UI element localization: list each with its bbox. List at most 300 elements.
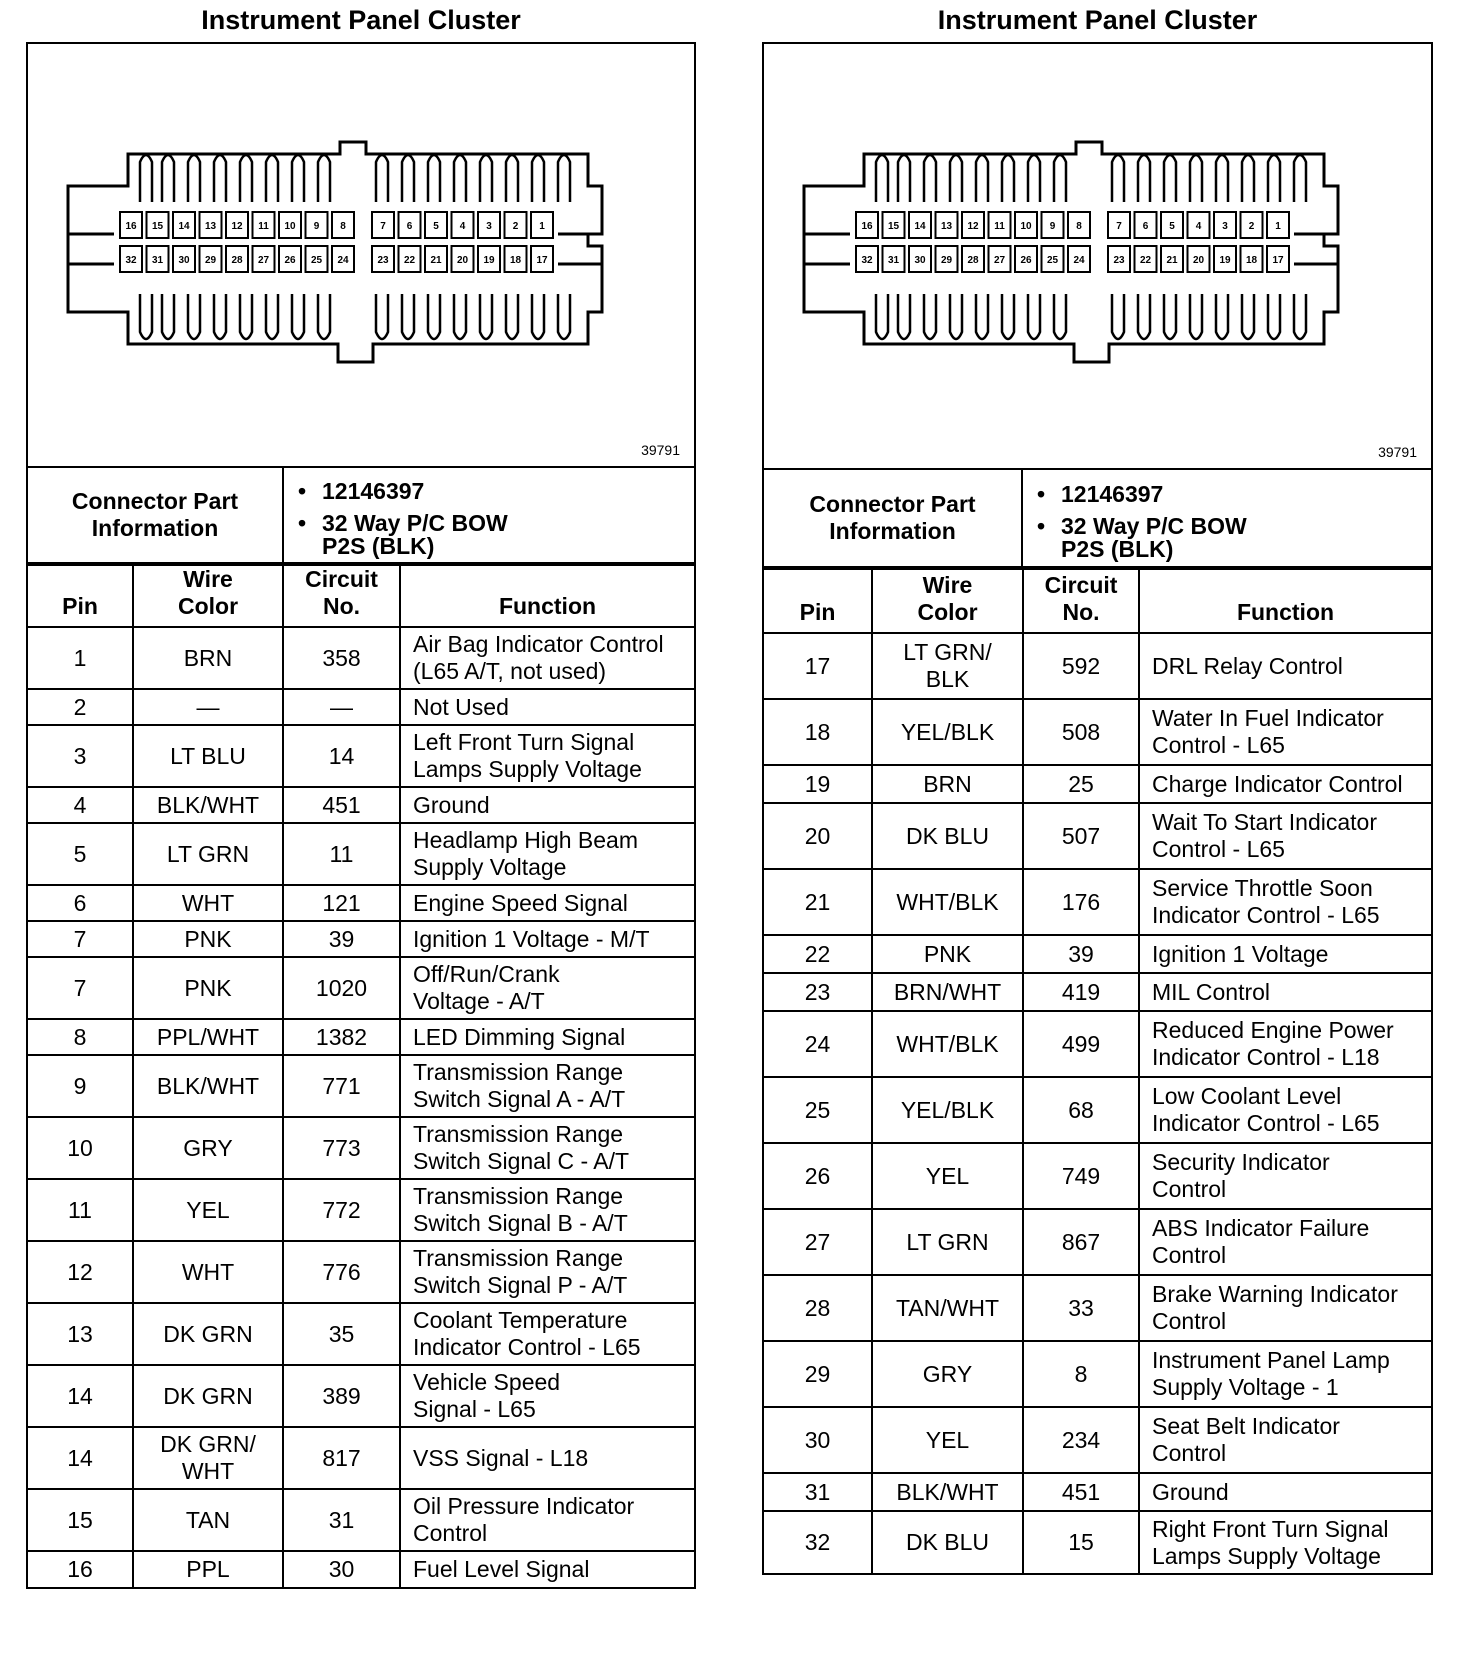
pin-row xyxy=(28,787,694,823)
wire-color-cell: PPL xyxy=(133,1551,283,1587)
wire-color-cell: YEL/BLK xyxy=(872,1077,1023,1143)
circuit-cell: 33 xyxy=(1023,1275,1139,1341)
pin-number-label: 25 xyxy=(310,255,323,266)
connector-fin xyxy=(376,294,388,339)
wire-color-cell: PNK xyxy=(133,921,283,957)
pin-cell: 9 xyxy=(28,1055,133,1117)
wire-color-cell: BRN/WHT xyxy=(872,973,1023,1011)
circuit-cell: 176 xyxy=(1023,869,1139,935)
header-wire-color: Wire Color xyxy=(872,569,1023,633)
pin-number-label: 24 xyxy=(1073,255,1085,266)
connector-part-label: Connector Part Information xyxy=(28,467,283,563)
function-cell: Engine Speed Signal xyxy=(400,885,694,921)
pin-number-label: 19 xyxy=(1219,255,1231,266)
pin-table-header xyxy=(764,569,1431,633)
function-cell: Right Front Turn Signal Lamps Supply Voltage xyxy=(1139,1511,1431,1573)
connector-fin xyxy=(428,155,440,202)
function-cell: Transmission Range Switch Signal B - A/T xyxy=(400,1179,694,1241)
bullet-icon: • xyxy=(1037,513,1046,539)
circuit-cell: 15 xyxy=(1023,1511,1139,1573)
connector-fin xyxy=(1190,294,1202,339)
pin-row xyxy=(28,627,694,689)
pin-number-label: 5 xyxy=(1169,221,1175,232)
pin-row xyxy=(28,1241,694,1303)
pin-cell: 26 xyxy=(764,1143,872,1209)
pin-cell: 30 xyxy=(764,1407,872,1473)
pin-row xyxy=(764,869,1431,935)
pin-row xyxy=(764,1209,1431,1275)
bullet-icon: • xyxy=(298,510,307,536)
pin-number-label: 32 xyxy=(125,255,137,266)
latch-right xyxy=(558,234,602,264)
pin-cell: 7 xyxy=(28,921,133,957)
connector-fin xyxy=(188,294,200,339)
pin-number-label: 17 xyxy=(1272,255,1284,266)
connector-face-drawing xyxy=(28,44,694,466)
circuit-cell: 817 xyxy=(283,1427,400,1489)
connector-panel-right xyxy=(762,0,1433,1575)
wire-color-cell: WHT/BLK xyxy=(872,1011,1023,1077)
pin-cell: 12 xyxy=(28,1241,133,1303)
pin-number-label: 23 xyxy=(377,255,389,266)
function-cell: Reduced Engine Power Indicator Control - L18 xyxy=(1139,1011,1431,1077)
connector-fin xyxy=(1112,294,1124,339)
circuit-cell: 39 xyxy=(1023,935,1139,973)
pin-number-label: 7 xyxy=(1116,221,1122,232)
pin-number-label: 18 xyxy=(1245,255,1258,266)
function-cell: Headlamp High Beam Supply Voltage xyxy=(400,823,694,885)
pin-table-body xyxy=(28,627,694,1587)
latch-right xyxy=(1294,234,1338,264)
circuit-cell: 25 xyxy=(1023,765,1139,803)
function-cell: Charge Indicator Control xyxy=(1139,765,1431,803)
connector-fin xyxy=(214,155,226,202)
function-cell: VSS Signal - L18 xyxy=(400,1427,694,1489)
pin-row xyxy=(28,1019,694,1055)
connector-fin xyxy=(924,155,936,202)
wire-color-cell: — xyxy=(133,689,283,725)
connector-fin xyxy=(1216,155,1228,202)
connector-face-drawing xyxy=(764,44,1431,468)
circuit-cell: 776 xyxy=(283,1241,400,1303)
pin-cell: 31 xyxy=(764,1473,872,1511)
pin-number-label: 26 xyxy=(1020,255,1032,266)
connector-fin xyxy=(898,294,910,339)
pin-row xyxy=(28,1427,694,1489)
function-cell: Off/Run/Crank Voltage - A/T xyxy=(400,957,694,1019)
connector-fin xyxy=(240,294,252,339)
connector-fin xyxy=(950,155,962,202)
pin-number-label: 23 xyxy=(1113,255,1125,266)
panel-title: Instrument Panel Cluster xyxy=(937,5,1258,35)
function-cell: Oil Pressure Indicator Control xyxy=(400,1489,694,1551)
circuit-cell: 121 xyxy=(283,885,400,921)
connector-fin xyxy=(1028,155,1040,202)
pin-cell: 17 xyxy=(764,633,872,699)
connector-fin xyxy=(1216,294,1228,339)
connector-fin xyxy=(876,155,888,202)
pin-cell: 22 xyxy=(764,935,872,973)
pin-number-label: 21 xyxy=(1166,255,1178,266)
function-cell: Not Used xyxy=(400,689,694,725)
pin-row xyxy=(764,699,1431,765)
function-cell: ABS Indicator Failure Control xyxy=(1139,1209,1431,1275)
pin-row xyxy=(28,885,694,921)
connector-fin xyxy=(950,294,962,339)
connector-fin xyxy=(506,294,518,339)
connector-part-label: Connector Part Information xyxy=(764,469,1022,567)
pin-number-label: 20 xyxy=(456,255,469,266)
function-cell: Air Bag Indicator Control (L65 A/T, not used) xyxy=(400,627,694,689)
pin-cell: 15 xyxy=(28,1489,133,1551)
connector-card xyxy=(26,42,696,1589)
wire-color-cell: BRN xyxy=(872,765,1023,803)
pin-number-label: 21 xyxy=(430,255,442,266)
header-circuit: Circuit No. xyxy=(283,565,400,627)
wire-color-cell: BLK/WHT xyxy=(133,787,283,823)
pin-row xyxy=(764,1275,1431,1341)
pin-number-label: 24 xyxy=(337,255,349,266)
circuit-cell: 358 xyxy=(283,627,400,689)
pin-row xyxy=(28,921,694,957)
function-cell: MIL Control xyxy=(1139,973,1431,1011)
connector-fin xyxy=(188,155,200,202)
wire-color-cell: LT GRN xyxy=(133,823,283,885)
connector-fin xyxy=(1112,155,1124,202)
pin-number-label: 14 xyxy=(178,221,190,232)
circuit-cell: 8 xyxy=(1023,1341,1139,1407)
pin-cell: 14 xyxy=(28,1365,133,1427)
bullet-icon: • xyxy=(1037,481,1046,507)
connector-part-info xyxy=(764,468,1431,568)
pin-number-label: 22 xyxy=(1139,255,1152,266)
function-cell: LED Dimming Signal xyxy=(400,1019,694,1055)
connector-fin xyxy=(1190,155,1202,202)
panel-title: Instrument Panel Cluster xyxy=(201,5,521,35)
wire-color-cell: WHT/BLK xyxy=(872,869,1023,935)
wire-color-cell: LT BLU xyxy=(133,725,283,787)
function-cell: Ground xyxy=(1139,1473,1431,1511)
pin-number-label: 27 xyxy=(257,255,270,266)
pin-number-label: 18 xyxy=(509,255,522,266)
pin-row xyxy=(28,725,694,787)
connector-fin xyxy=(1138,155,1150,202)
wire-color-cell: DK GRN/ WHT xyxy=(133,1427,283,1489)
pin-number-label: 10 xyxy=(1020,221,1032,232)
connector-fin xyxy=(876,294,888,339)
connector-fin xyxy=(140,155,152,202)
drawing-number: 39791 xyxy=(1378,444,1417,460)
wire-color-cell: TAN xyxy=(133,1489,283,1551)
pin-table xyxy=(28,564,694,1587)
function-cell: Service Throttle Soon Indicator Control - L65 xyxy=(1139,869,1431,935)
wire-color-cell: PNK xyxy=(872,935,1023,973)
pin-row xyxy=(764,935,1431,973)
pin-number-label: 11 xyxy=(258,221,269,232)
pin-number-label: 2 xyxy=(1248,221,1255,232)
header-wire-color: Wire Color xyxy=(133,565,283,627)
pin-cell: 20 xyxy=(764,803,872,869)
pin-number-label: 30 xyxy=(178,255,190,266)
pin-number-label: 10 xyxy=(284,221,296,232)
connector-fin xyxy=(924,294,936,339)
latch-left xyxy=(804,186,850,312)
wire-color-cell: GRY xyxy=(133,1117,283,1179)
latch-left xyxy=(68,186,114,312)
circuit-cell: 14 xyxy=(283,725,400,787)
pin-number-label: 2 xyxy=(512,221,519,232)
circuit-cell: 451 xyxy=(1023,1473,1139,1511)
pin-cell: 5 xyxy=(28,823,133,885)
circuit-cell: 749 xyxy=(1023,1143,1139,1209)
pin-cell: 8 xyxy=(28,1019,133,1055)
pin-number-label: 27 xyxy=(993,255,1006,266)
connector-fin xyxy=(1054,155,1066,202)
connector-fin xyxy=(558,155,570,202)
connector-fin xyxy=(1294,294,1306,339)
pin-cell: 7 xyxy=(28,957,133,1019)
function-cell: DRL Relay Control xyxy=(1139,633,1431,699)
connector-fin xyxy=(976,294,988,339)
pin-cell: 6 xyxy=(28,885,133,921)
function-cell: Ignition 1 Voltage - M/T xyxy=(400,921,694,957)
connector-fin xyxy=(1268,294,1280,339)
bullet-icon: • xyxy=(298,478,307,504)
pin-cell: 23 xyxy=(764,973,872,1011)
pin-cell: 13 xyxy=(28,1303,133,1365)
function-cell: Seat Belt Indicator Control xyxy=(1139,1407,1431,1473)
pin-number-label: 1 xyxy=(539,221,545,232)
circuit-cell: 773 xyxy=(283,1117,400,1179)
pin-row xyxy=(764,973,1431,1011)
pin-number-label: 28 xyxy=(231,255,243,266)
pin-row xyxy=(28,1179,694,1241)
pin-number-label: 31 xyxy=(887,255,900,266)
pin-number-label: 15 xyxy=(151,221,164,232)
circuit-cell: 68 xyxy=(1023,1077,1139,1143)
header-function: Function xyxy=(400,565,694,627)
pin-number-label: 17 xyxy=(536,255,548,266)
pin-cell: 16 xyxy=(28,1551,133,1587)
connector-fin xyxy=(1164,155,1176,202)
function-cell: Ground xyxy=(400,787,694,823)
part-number: 12146397 xyxy=(1061,481,1164,507)
connector-fin xyxy=(1002,294,1014,339)
connector-fin xyxy=(1002,155,1014,202)
connector-fin xyxy=(266,155,278,202)
connector-fin xyxy=(506,155,518,202)
connector-fin xyxy=(266,294,278,339)
circuit-cell: 451 xyxy=(283,787,400,823)
pin-row xyxy=(764,1077,1431,1143)
pin-row xyxy=(764,803,1431,869)
connector-fin xyxy=(376,155,388,202)
pin-number-label: 12 xyxy=(231,221,243,232)
connector-fin xyxy=(318,155,330,202)
pin-number-label: 26 xyxy=(284,255,296,266)
connector-fin xyxy=(214,294,226,339)
circuit-cell: 419 xyxy=(1023,973,1139,1011)
part-description: 32 Way P/C BOW xyxy=(1061,513,1247,539)
circuit-cell: 39 xyxy=(283,921,400,957)
pin-table-body xyxy=(764,633,1431,1573)
pin-row xyxy=(28,1365,694,1427)
pin-number-label: 16 xyxy=(125,221,137,232)
function-cell: Transmission Range Switch Signal P - A/T xyxy=(400,1241,694,1303)
pin-number-label: 29 xyxy=(940,255,953,266)
pin-cell: 21 xyxy=(764,869,872,935)
pin-number-label: 14 xyxy=(914,221,926,232)
wire-color-cell: YEL/BLK xyxy=(872,699,1023,765)
connector-fin xyxy=(292,294,304,339)
pin-number-label: 13 xyxy=(940,221,953,232)
function-cell: Left Front Turn Signal Lamps Supply Voltage xyxy=(400,725,694,787)
pin-number-label: 4 xyxy=(459,221,466,232)
wire-color-cell: DK BLU xyxy=(872,803,1023,869)
pin-row xyxy=(28,1303,694,1365)
pin-row xyxy=(764,1143,1431,1209)
connector-fin xyxy=(1242,155,1254,202)
pin-row xyxy=(764,765,1431,803)
pin-number-label: 7 xyxy=(380,221,386,232)
connector-part-details xyxy=(1022,469,1431,567)
header-function: Function xyxy=(1139,569,1431,633)
connector-fin xyxy=(454,294,466,339)
connector-fin xyxy=(532,294,544,339)
pin-number-label: 6 xyxy=(1142,221,1149,232)
wire-color-cell: WHT xyxy=(133,885,283,921)
pin-number-label: 8 xyxy=(1076,221,1082,232)
connector-fin xyxy=(140,294,152,339)
pin-number-label: 15 xyxy=(887,221,900,232)
pin-number-label: 19 xyxy=(483,255,495,266)
function-cell: Wait To Start Indicator Control - L65 xyxy=(1139,803,1431,869)
pin-number-label: 6 xyxy=(406,221,413,232)
pin-row xyxy=(28,957,694,1019)
pin-number-label: 32 xyxy=(861,255,873,266)
pin-number-label: 20 xyxy=(1192,255,1205,266)
pin-number-label: 30 xyxy=(914,255,926,266)
pin-number-label: 11 xyxy=(994,221,1005,232)
pin-cell: 24 xyxy=(764,1011,872,1077)
wire-color-cell: DK BLU xyxy=(872,1511,1023,1573)
pin-number-label: 3 xyxy=(486,221,492,232)
pin-row xyxy=(28,1117,694,1179)
connector-fin xyxy=(1294,155,1306,202)
pin-number-label: 28 xyxy=(967,255,979,266)
connector-fin xyxy=(558,294,570,339)
connector-fin xyxy=(292,155,304,202)
wire-color-cell: YEL xyxy=(872,1407,1023,1473)
pin-row xyxy=(28,1551,694,1587)
circuit-cell: 772 xyxy=(283,1179,400,1241)
pin-number-label: 12 xyxy=(967,221,979,232)
wire-color-cell: BLK/WHT xyxy=(133,1055,283,1117)
connector-diagram xyxy=(764,44,1431,468)
pin-number-label: 29 xyxy=(204,255,217,266)
pin-row xyxy=(764,633,1431,699)
header-pin: Pin xyxy=(764,569,872,633)
connector-fin xyxy=(454,155,466,202)
pin-number-label: 25 xyxy=(1046,255,1059,266)
part-description: 32 Way P/C BOW xyxy=(322,510,508,536)
pin-number-label: 5 xyxy=(433,221,439,232)
pin-cell: 2 xyxy=(28,689,133,725)
connector-fin xyxy=(1268,155,1280,202)
pin-cell: 25 xyxy=(764,1077,872,1143)
pin-cell: 14 xyxy=(28,1427,133,1489)
connector-fin xyxy=(162,155,174,202)
pin-number-label: 16 xyxy=(861,221,873,232)
pin-cell: 11 xyxy=(28,1179,133,1241)
pin-number-label: 31 xyxy=(151,255,164,266)
pin-cell: 18 xyxy=(764,699,872,765)
wire-color-cell: WHT xyxy=(133,1241,283,1303)
pin-number-label: 8 xyxy=(340,221,346,232)
pin-row xyxy=(764,1341,1431,1407)
connector-fin xyxy=(898,155,910,202)
connector-fin xyxy=(1028,294,1040,339)
pin-row xyxy=(28,689,694,725)
pin-row xyxy=(28,823,694,885)
circuit-cell: 11 xyxy=(283,823,400,885)
pin-number-label: 13 xyxy=(204,221,217,232)
drawing-number: 39791 xyxy=(641,442,680,458)
wire-color-cell: DK GRN xyxy=(133,1365,283,1427)
connector-fin xyxy=(318,294,330,339)
part-number: 12146397 xyxy=(322,478,425,504)
connector-card xyxy=(762,42,1433,1575)
connector-panel-left xyxy=(26,0,696,1589)
pin-table-header xyxy=(28,565,694,627)
pin-table xyxy=(764,568,1431,1573)
connector-fin xyxy=(976,155,988,202)
wire-color-cell: GRY xyxy=(872,1341,1023,1407)
circuit-cell: 508 xyxy=(1023,699,1139,765)
wire-color-cell: LT GRN/ BLK xyxy=(872,633,1023,699)
wire-color-cell: BRN xyxy=(133,627,283,689)
function-cell: Transmission Range Switch Signal C - A/T xyxy=(400,1117,694,1179)
connector-fin xyxy=(1242,294,1254,339)
connector-diagram xyxy=(28,44,694,466)
connector-fin xyxy=(532,155,544,202)
pin-row xyxy=(764,1407,1431,1473)
pin-row xyxy=(764,1473,1431,1511)
connector-fin xyxy=(1164,294,1176,339)
pin-cell: 27 xyxy=(764,1209,872,1275)
pin-number-label: 9 xyxy=(1049,221,1056,232)
circuit-cell: 30 xyxy=(283,1551,400,1587)
pin-cell: 29 xyxy=(764,1341,872,1407)
pin-cell: 19 xyxy=(764,765,872,803)
connector-fin xyxy=(480,294,492,339)
function-cell: Low Coolant Level Indicator Control - L65 xyxy=(1139,1077,1431,1143)
pin-row xyxy=(764,1511,1431,1573)
connector-fin xyxy=(428,294,440,339)
function-cell: Security Indicator Control xyxy=(1139,1143,1431,1209)
wire-color-cell: YEL xyxy=(133,1179,283,1241)
wire-color-cell: LT GRN xyxy=(872,1209,1023,1275)
connector-fin xyxy=(240,155,252,202)
circuit-cell: 592 xyxy=(1023,633,1139,699)
connector-fin xyxy=(480,155,492,202)
pin-row xyxy=(28,1055,694,1117)
circuit-cell: 771 xyxy=(283,1055,400,1117)
part-description-cont: P2S (BLK) xyxy=(1061,536,1174,562)
wire-color-cell: TAN/WHT xyxy=(872,1275,1023,1341)
circuit-cell: — xyxy=(283,689,400,725)
pin-cell: 32 xyxy=(764,1511,872,1573)
